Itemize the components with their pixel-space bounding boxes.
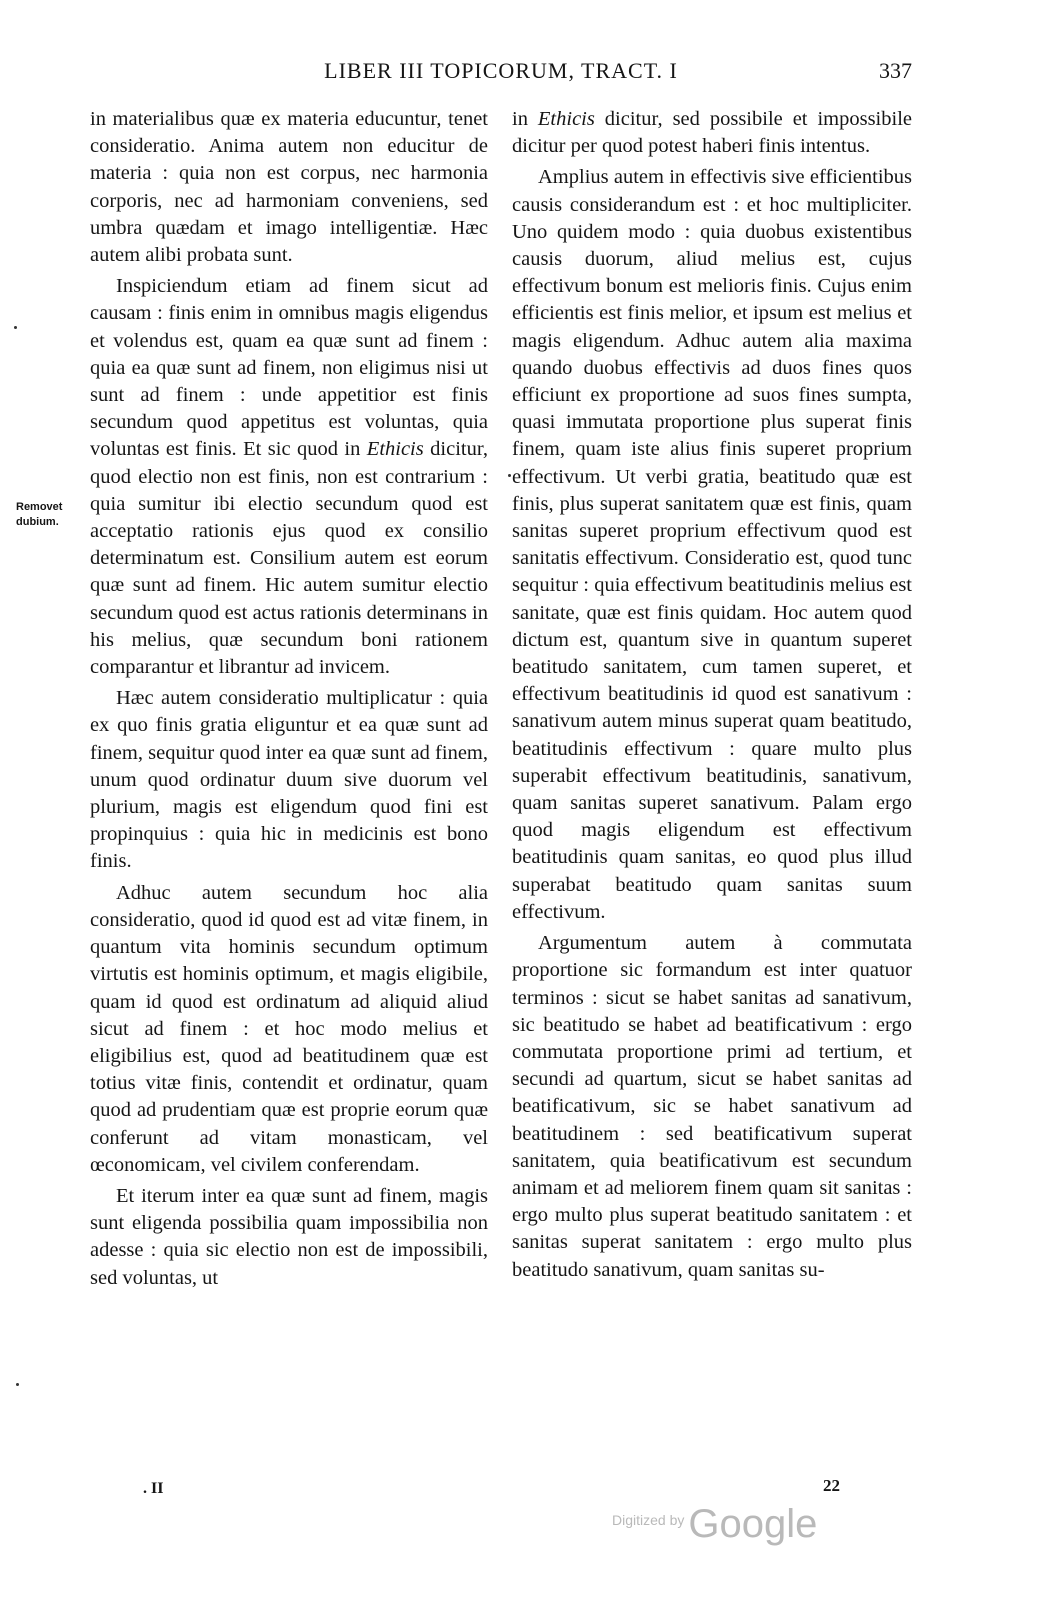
right-column <box>512 106 912 1284</box>
running-header <box>90 58 912 92</box>
paragraph: in materialibus quæ ex materia educuntur, tenet consideratio. Anima autem non educitur de materia : quia non est corpus, nec harmonia corporis, nec ad harmoniam conveniens, sed umbra quædam et imago intelligentiæ. Hæc autem alibi probata sunt. <box>90 108 488 267</box>
paragraph: in Ethicis dicitur, sed possibile et impossibile dicitur per quod potest haberi finis intentus. <box>512 108 912 158</box>
left-column <box>90 106 488 1292</box>
book-title: Ethicis <box>366 438 424 461</box>
paragraph: Argumentum autem à commutata proportione sic formandum est inter quatuor terminos : sicut se habet sanitas ad sanativum, sic beatitudo se habet ad beatificativum : ergo commutata proportione primi ad tertium, et secundi ad quartum, sicut se habet sanitas ad beatificativum, sic se habet sanativum ad beatitudinem : sed beatificativum superat sanitatem, quia beatificativum est secundum animam et ad meliorem finem quam sit sanitas : ergo multo plus superat beatitudo sanitatem : et sanitas superat sanitatem : ergo multo plus beatitudo sanativum, quam sanitas su- <box>512 932 912 1281</box>
paragraph: Hæc autem consideratio multiplicatur : quia ex quo finis gratia eliguntur et ea quæ sunt ad finem, sequitur quod inter ea quæ sunt ad finem, unum quod ordinatur duum sive duorum vel plurium, magis est eligendum quod fini est propinquius : quia hic in medicinis est bono finis. <box>90 687 488 873</box>
margin-dot <box>14 326 17 329</box>
page-number: 337 <box>879 58 912 83</box>
digitized-prefix: Digitized by <box>612 1512 685 1528</box>
margin-dot <box>16 1383 19 1386</box>
google-logo: Google <box>688 1502 818 1546</box>
paragraph: Inspiciendum etiam ad finem sicut ad causam : finis enim in omnibus magis eligendus et volendus est, quam ea quæ sunt ad finem : quia ea quæ sunt ad finem, non eligimus nisi ut sunt ad finem : unde appetitior est finis secundum quod appetitus est voluntas, quia voluntas est finis. Et sic quod in Ethicis dicitur, quod electio non est finis, non est contrarium : quia sumitur ibi electio secundum quod est acceptatio rationis ejus quod ex consilio determinatum est. Consilium autem est eorum quæ sunt ad finem. Hic autem sumitur electio secundum quod est actus rationis determinans in his melius, quæ secundum boni rationem comparantur et librantur ad invicem. <box>90 275 488 679</box>
margin-dot <box>508 474 511 477</box>
sheet-number: 22 <box>823 1476 840 1495</box>
signature-mark: . II <box>143 1480 164 1497</box>
margin-note <box>16 500 76 530</box>
paragraph: Adhuc autem secundum hoc alia consideratio, quod id quod est ad vitæ finem, in quantum vita hominis secundum optimum virtutis est hominis optimum, et magis eligibile, quam id quod est ordinatum ad aliquid aliud sicut ad finem : et hoc modo melius et eligibilius est, quod ad beatitudinem quæ est totius vitæ finis, contendit et ordinatur, quam quod ad prudentiam quæ est proprie eorum quæ conferunt ad vitam monasticam, vel œconomicam, vel civilem conferendam. <box>90 881 488 1176</box>
running-title: LIBER III TOPICORUM, TRACT. I <box>324 58 678 83</box>
digitized-watermark <box>612 1502 817 1547</box>
margin-note-line-2: dubium. <box>16 516 59 528</box>
book-title: Ethicis <box>537 108 595 130</box>
paragraph: Et iterum inter ea quæ sunt ad finem, magis sunt eligenda possibilia quam impossibilia non adesse : quia sic electio non est de impossibili, sed voluntas, ut <box>90 1184 488 1289</box>
paragraph: Amplius autem in effectivis sive efficientibus causis considerandum est : et hoc multipliciter. Uno quidem modo : quia duobus existentibus causis duorum, aliud melius est, cujus effectivum bonum est melioris finis. Cujus enim efficientis est finis melior, et ipsum est melius et magis eligendum. Adhuc autem alia maxima quando duobus effectivis ad duos fines quos efficiunt ex proportione ad suos fines sumpta, quasi immutata proportione plus superat finis finem, quam iste alius finis superet proprium effectivum. Ut verbi gratia, beatitudo quæ est finis, plus superat sanitatem quæ est finis, quam sanitas superet proprium effectivum quod est sanitatis effectivum. Consideratio est, quod tunc sequitur : quia effectivum beatitudinis melius est sanitate, quæ est finis quidam. Hoc autem quod dictum est, quantum sive in quantum superet beatitudo sanitatem, cum tamen superet, et effectivum beatitudinis id quod est sanativum : sanativum autem minus superat quam beatitudo, beatitudinis effectivum : quare multo plus superabit effectivum beatitudinis, sanativum, quam sanitas superet sanativum. Palam ergo quod magis eligendum est effectivum beatitudinis quam sanitas, eo quod plus illud superabat beatitudo quam sanitas suum effectivum. <box>512 166 912 923</box>
margin-note-line-1: Removet <box>16 501 63 513</box>
